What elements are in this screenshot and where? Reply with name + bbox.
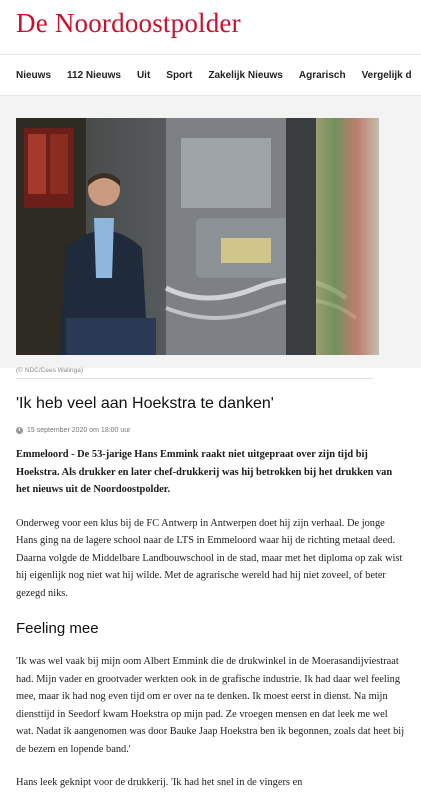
article-paragraph: Onderweg voor een klus bij de FC Antwerp in Antwerpen doet hij zijn verhaal. De jonge Hans ging na de lagere school naar de LTS in Emmeloord waar hij de richting metaal deed. Daarna volgde de Middelbare Landbouwschool in de stad, maar met het diploma op zak wist hij eigenlijk nog niet wat hij wilde. Met de agrarische wereld had hij niet zoveel, of beter gezegd niks. [16,517,403,599]
article-meta [16,427,405,434]
article-title: 'Ik heb veel aan Hoekstra te danken' [16,395,274,412]
clock-icon [16,427,23,434]
article [0,395,421,792]
article-intro: Emmeloord - De 53-jarige Hans Emmink raakt niet uitgepraat over zijn tijd bij Hoekstra. Als drukker en later chef-drukkerij was hij betrokken bij het drukken van het nieuws uit de Noordoostpolder. [16,449,393,495]
nav-item-zakelijk-nieuws[interactable]: Zakelijk Nieuws [208,69,283,81]
main-navigation [0,54,421,96]
article-paragraph: Hans leek geknipt voor de drukkerij. 'Ik had het snel in de vingers en [16,777,303,788]
divider [16,378,373,379]
hero-section [0,96,421,374]
photo-caption: (© NDC/Cees Walinga) [16,367,84,374]
nav-item-vergelijk[interactable]: Vergelijk d [361,69,412,81]
nav-item-nieuws[interactable]: Nieuws [16,69,52,81]
nav-item-sport[interactable]: Sport [166,69,193,81]
nav-item-uit[interactable]: Uit [136,69,151,81]
masthead [0,0,421,46]
printing-press-photo-illustration [16,118,379,355]
nav-item-agrarisch[interactable]: Agrarisch [298,69,346,81]
site-logo[interactable]: De Noordoostpolder [16,7,241,38]
nav-item-112-nieuws[interactable]: 112 Nieuws [67,69,121,81]
article-photo[interactable] [16,118,379,355]
article-subheading: Feeling mee [16,620,99,637]
article-paragraph: 'Ik was wel vaak bij mijn oom Albert Emmink die de drukwinkel in de Moerasandijviestraat had. Mijn vader en grootvader werkten ook in de grafische industrie. Ik had daar wel feeling mee, maar ik had nog even tijd om er over na te denken. Ik moest eerst in dienst. Na mijn diensttijd in Seedorf kwam Hoekstra op mijn pad. Ze vroegen mensen en dat leek me wel wat. Nadat ik aangenomen was door Bauke Jaap Hoekstra ben ik begonnen, zoals dat heet bij de bezem en lopende band.' [16,656,405,755]
article-date: 15 september 2020 om 18:00 uur [27,427,131,434]
